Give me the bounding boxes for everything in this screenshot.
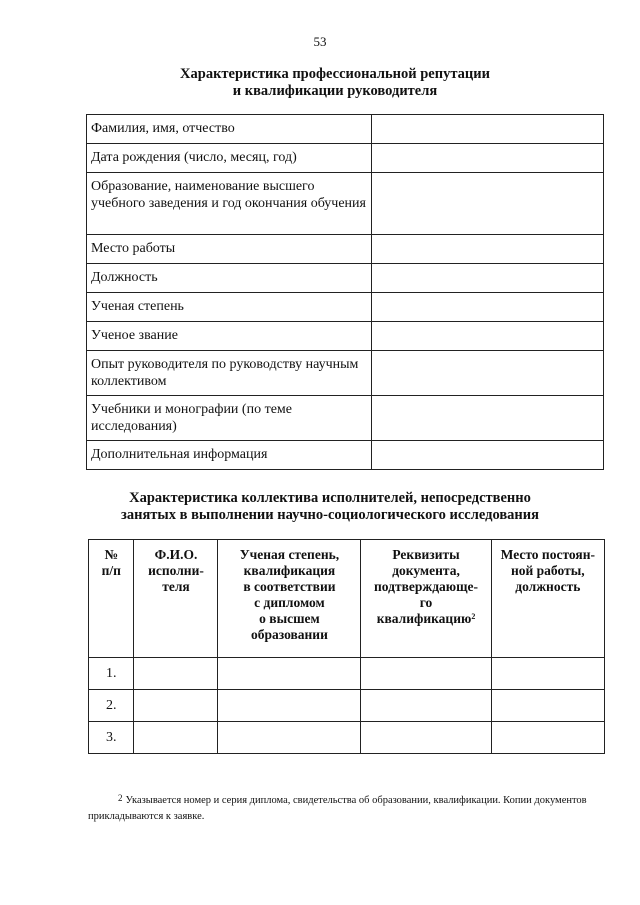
footnote-ref: 2: [471, 612, 476, 621]
table-row: [87, 144, 604, 173]
table-row: [87, 264, 604, 293]
degree-cell[interactable]: [218, 690, 361, 722]
col-header-workplace: Место постоян- ной работы, должность: [491, 540, 604, 658]
row-label: Опыт руководителя по руководству научным коллективом: [87, 351, 372, 396]
section2-title: [20, 490, 640, 524]
fio-cell[interactable]: [134, 690, 218, 722]
row-value-field[interactable]: [372, 115, 604, 144]
table-row: [87, 322, 604, 351]
degree-cell[interactable]: [218, 722, 361, 754]
footnote-mark: 2: [118, 793, 123, 803]
workplace-cell[interactable]: [491, 722, 604, 754]
row-label: Дополнительная информация: [87, 441, 372, 470]
manager-profile-table: [86, 114, 604, 470]
section2-title-line2: занятых в выполнении научно-социологического исследования: [121, 507, 539, 523]
row-label: Дата рождения (число, месяц, год): [87, 144, 372, 173]
row-value-field[interactable]: [372, 264, 604, 293]
table-row: [87, 351, 604, 396]
row-number: 2.: [89, 690, 134, 722]
team-table-header: [89, 540, 605, 658]
section1-title-line1: Характеристика профессиональной репутации: [180, 66, 490, 82]
degree-cell[interactable]: [218, 658, 361, 690]
row-value-field[interactable]: [372, 293, 604, 322]
section2-title-line1: Характеристика коллектива исполнителей, непосредственно: [129, 490, 531, 506]
row-number: 3.: [89, 722, 134, 754]
table-row: [89, 658, 605, 690]
footnote: [88, 793, 618, 825]
document-cell[interactable]: [361, 690, 491, 722]
row-value-field[interactable]: [372, 351, 604, 396]
section1-title: [30, 66, 640, 100]
row-value-field[interactable]: [372, 322, 604, 351]
row-value-field[interactable]: [372, 144, 604, 173]
table-row: [89, 722, 605, 754]
document-cell[interactable]: [361, 658, 491, 690]
table-row: [87, 173, 604, 235]
footnote-text: Указывается номер и серия диплома, свидетельства об образовании, квалификации. Копии документов прикладываются к заявке.: [88, 795, 587, 822]
row-value-field[interactable]: [372, 173, 604, 235]
row-value-field[interactable]: [372, 396, 604, 441]
page-number: 53: [313, 34, 327, 49]
col-header-degree: Ученая степень, квалификация в соответствии с дипломом о высшем образовании: [218, 540, 361, 658]
col-header-number: № п/п: [89, 540, 134, 658]
row-label: Образование, наименование высшего учебного заведения и год окончания обучения: [87, 173, 372, 235]
team-table: [88, 539, 605, 754]
row-label: Ученое звание: [87, 322, 372, 351]
row-value-field[interactable]: [372, 441, 604, 470]
workplace-cell[interactable]: [491, 690, 604, 722]
document-cell[interactable]: [361, 722, 491, 754]
row-label: Должность: [87, 264, 372, 293]
col-header-fio: Ф.И.О. исполни- теля: [134, 540, 218, 658]
workplace-cell[interactable]: [491, 658, 604, 690]
table-row: [87, 235, 604, 264]
row-label: Ученая степень: [87, 293, 372, 322]
row-label: Учебники и монографии (по теме исследования): [87, 396, 372, 441]
col-header-document: Реквизиты документа, подтверждающе- го квалификацию$^2$: [361, 540, 491, 658]
table-row: [87, 293, 604, 322]
section1-title-line2: и квалификации руководителя: [232, 83, 438, 99]
row-label: Место работы: [87, 235, 372, 264]
fio-cell[interactable]: [134, 722, 218, 754]
table-row: [87, 115, 604, 144]
fio-cell[interactable]: [134, 658, 218, 690]
table-row: [87, 441, 604, 470]
row-number: 1.: [89, 658, 134, 690]
table-row: [89, 690, 605, 722]
row-value-field[interactable]: [372, 235, 604, 264]
table-row: [87, 396, 604, 441]
row-label: Фамилия, имя, отчество: [87, 115, 372, 144]
